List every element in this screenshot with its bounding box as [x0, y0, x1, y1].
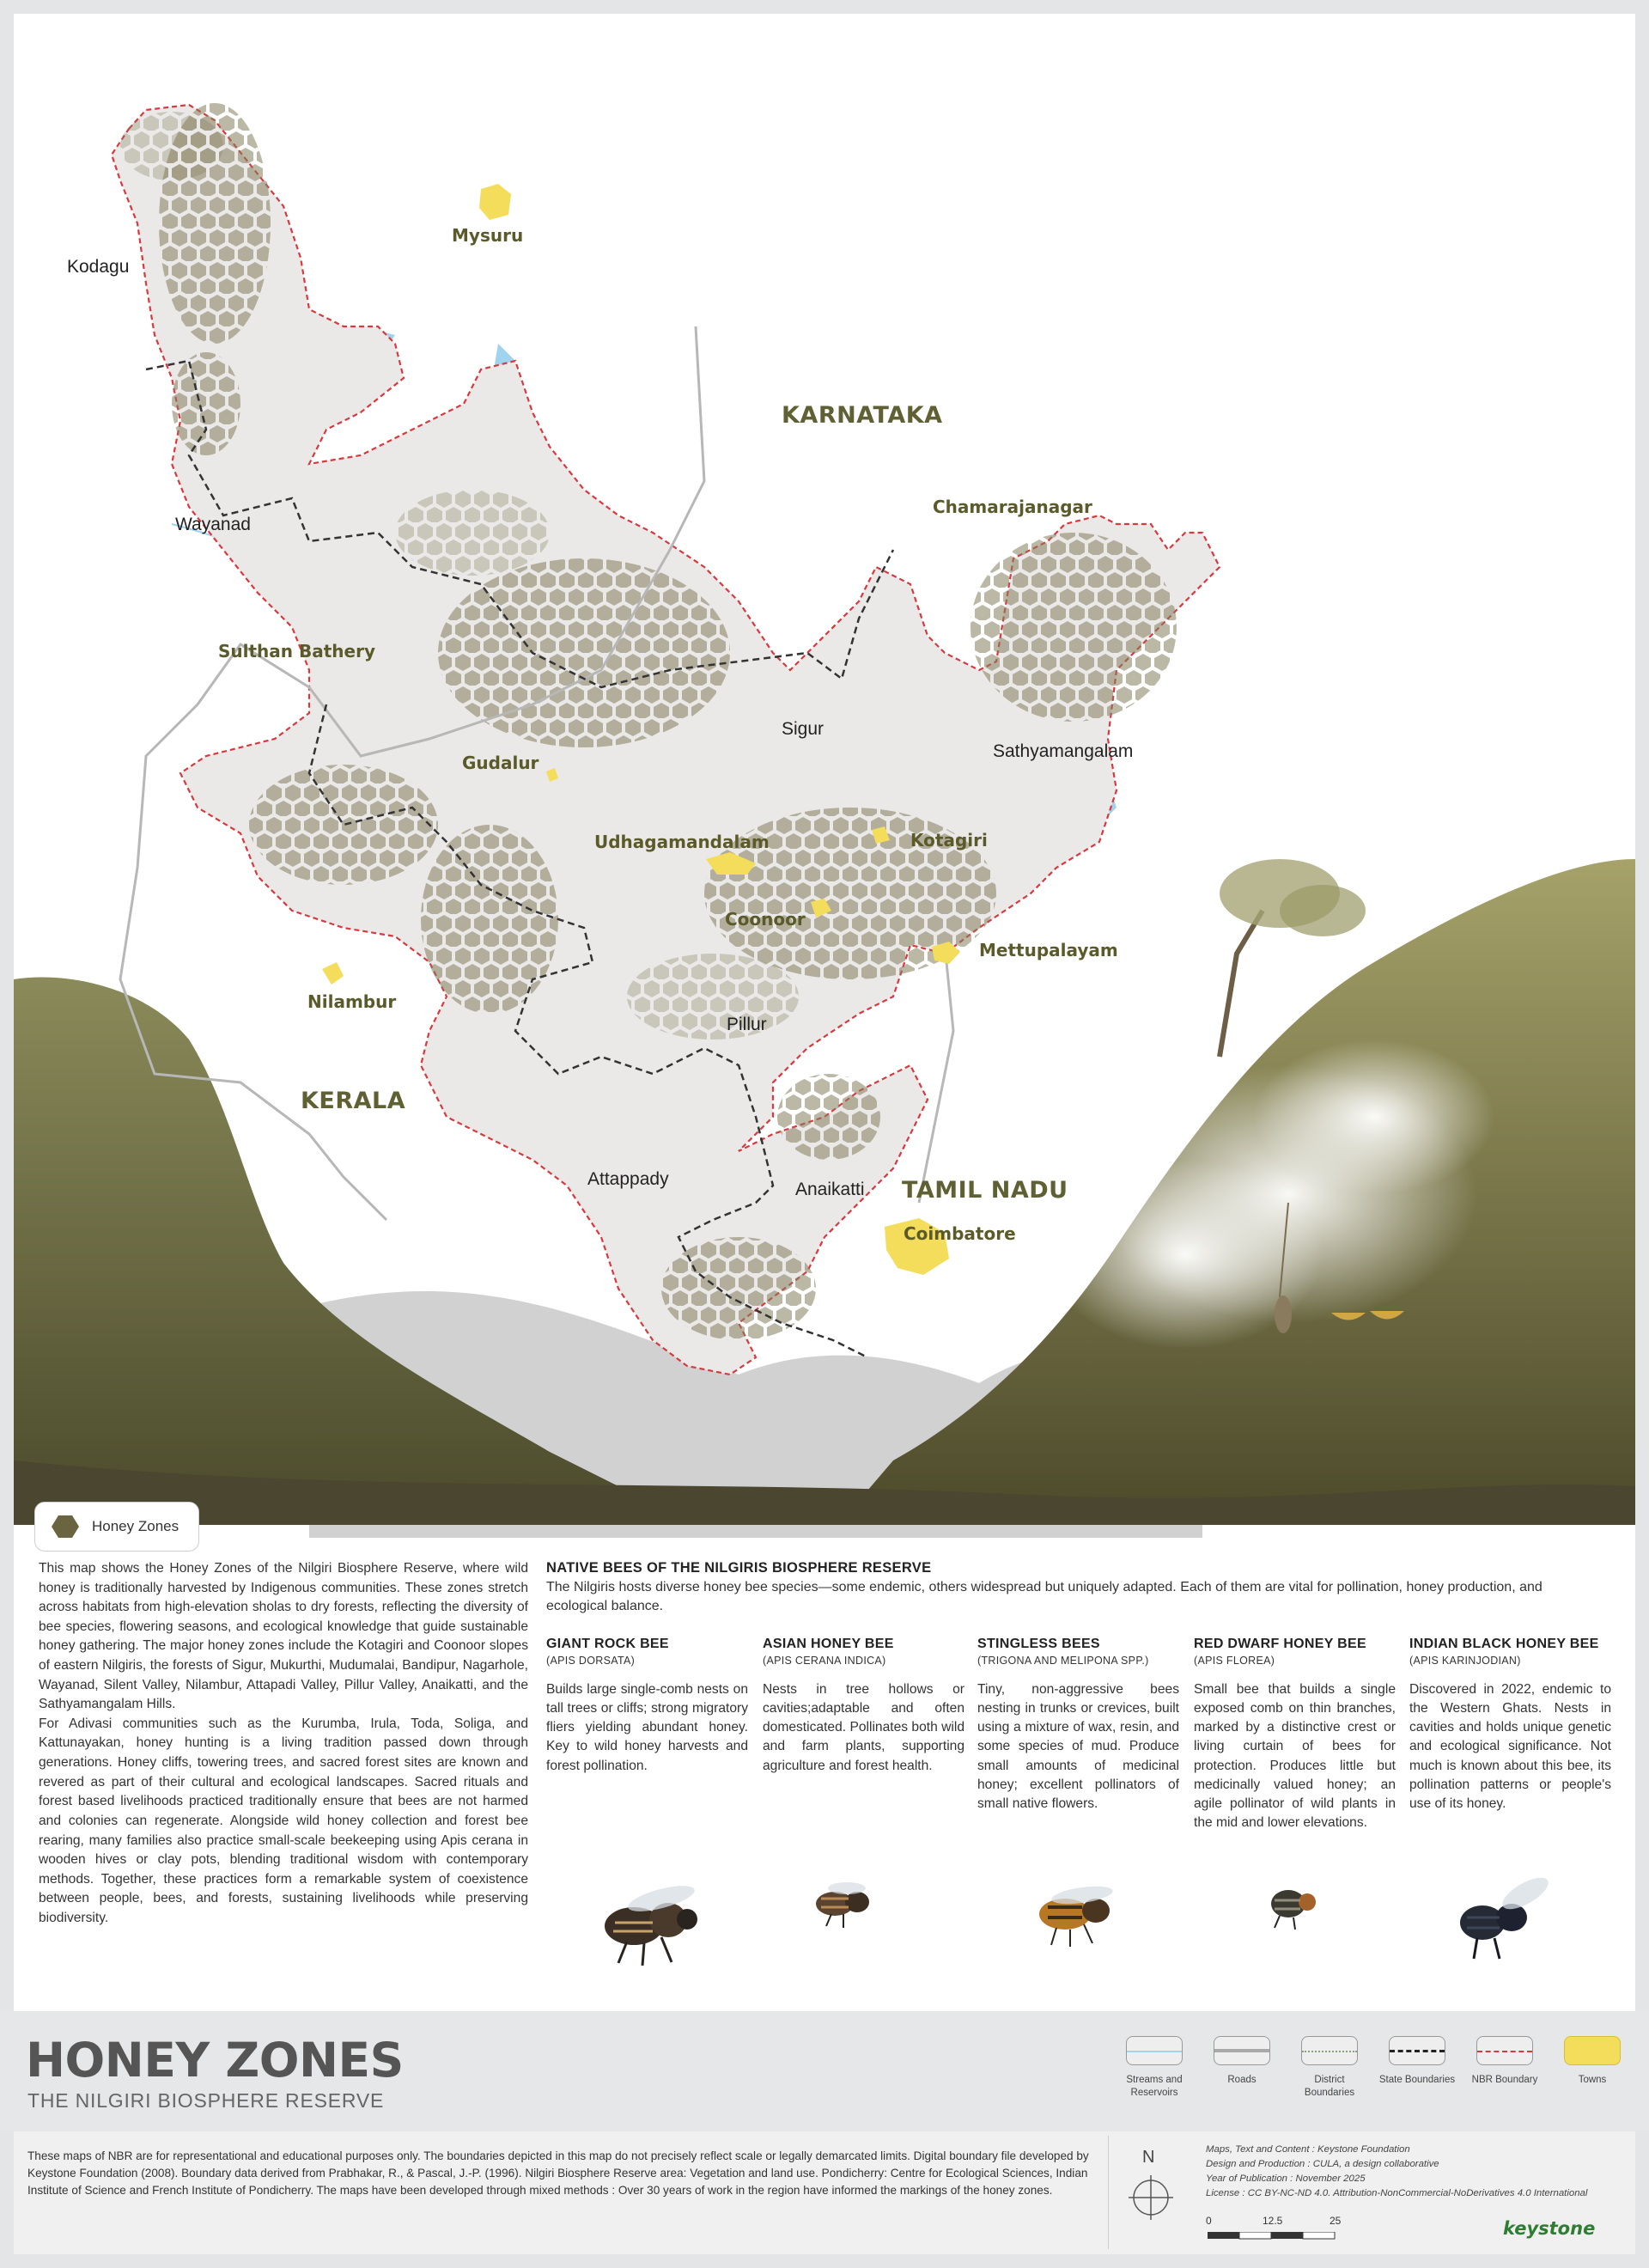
bee-card-indian-black-honey-bee	[1409, 1637, 1611, 1814]
legend-towns	[1551, 2036, 1634, 2087]
bee-name: ASIAN HONEY BEE	[763, 1637, 894, 1651]
bee-card-red-dwarf-honey-bee	[1194, 1637, 1396, 1832]
state-label-kerala: KERALA	[301, 1088, 406, 1114]
intro-text	[39, 1559, 528, 1929]
hexagon-icon	[51, 1514, 80, 1539]
intro-paragraph: This map shows the Honey Zones of the Nilgiri Biosphere Reserve, where wild honey is traditionally harvested by Indigenous communities. These zones stretch across habitats from high-elevation sholas to dry forests, reflecting the diversity of bee species, flowering seasons, and ecological knowledge that guide sustainable honey gathering. The major honey zones include the Kotagiri and Coonoor slopes of eastern Nilgiris, the forests of Sigur, Mukurthi, Mudumalai, Bandipur, Nagarhole, Wayanad, Silent Valley, Nilambur, Attapadi Valley, Pillur Valley, Anaikatti, and the Sathyamangalam Hills.	[39, 1561, 528, 1712]
honey-zone-gudalur	[421, 825, 558, 1014]
asian-honey-bee-image	[806, 1873, 883, 1933]
nbr-boundary-icon	[1476, 2036, 1533, 2065]
bee-scientific-name: (APIS KARINJODIAN)	[1409, 1655, 1521, 1667]
district-boundary-icon	[1301, 2036, 1358, 2065]
district-label-wayanad: Wayanad	[175, 515, 251, 534]
giant-rock-bee-image	[593, 1873, 721, 1967]
bee-card-stingless-bees	[977, 1637, 1179, 1814]
honey-zone-pillur	[627, 954, 799, 1040]
town-nilambur	[322, 962, 344, 985]
bee-scientific-name: (APIS DORSATA)	[546, 1655, 636, 1667]
honey-zone-nilambur	[249, 765, 438, 885]
legend-label: Towns	[1578, 2075, 1607, 2085]
district-label-pillur: Pillur	[727, 1015, 767, 1034]
town-label-kotagiri: Kotagiri	[910, 830, 988, 850]
bee-name: INDIAN BLACK HONEY BEE	[1409, 1637, 1599, 1651]
legend-label: State Boundaries	[1378, 2075, 1456, 2085]
page-title: HONEY ZONES	[26, 2033, 404, 2088]
honey-zone-kodagu-north	[120, 112, 223, 180]
honey-zone-wayanad	[172, 352, 240, 455]
intro-paragraph: For Adivasi communities such as the Kurumba, Irula, Toda, Soliga, and Kattunayakan, honey hunting is a living tradition passed down through generations. Honey cliffs, towering trees, and sacred forest sites are known and revered as part of their cultural and ecological landscapes. Sacred rituals and forest based livelihoods practiced traditionally ensure that bees are not harmed and colonies can regenerate. Alongside wild honey collection and forest bee rearing, many families also practice small-scale beekeeping using Apis cerana in wooden hives or clay pots, blending traditional wisdom with contemporary methods. Together, these practices form a remarkable system of coexistence between people, bees, and forests, sustaining livelihoods while preserving biodiversity.	[39, 1716, 528, 1925]
legend-state-boundaries	[1376, 2036, 1458, 2087]
town-label-udhagamandalam: Udhagamandalam	[594, 832, 770, 852]
stingless-bee-image	[1022, 1873, 1134, 1950]
honey-zone-bandipur	[438, 558, 730, 747]
legend-label: District Boundaries	[1304, 2075, 1355, 2098]
bee-name: GIANT ROCK BEE	[546, 1637, 669, 1651]
bee-card-asian-honey-bee	[763, 1637, 964, 1776]
honey-zone-sathyamangalam	[971, 533, 1177, 722]
credits	[1206, 2143, 1635, 2201]
district-label-kodagu: Kodagu	[67, 257, 130, 277]
state-boundary-icon	[1389, 2036, 1445, 2065]
town-label-coimbatore: Coimbatore	[904, 1223, 1016, 1244]
bee-scientific-name: (TRIGONA AND MELIPONA SPP.)	[977, 1655, 1149, 1667]
town-label-coonoor: Coonoor	[725, 909, 806, 930]
credit-line: Maps, Text and Content : Keystone Foundation	[1206, 2144, 1410, 2155]
honey-zone-anaikatti	[777, 1074, 880, 1160]
town-label-gudalur: Gudalur	[462, 753, 539, 773]
bee-description: Tiny, non-aggressive bees nesting in trunks or crevices, built using a mixture of wax, resin, and some species of mud. Produce small amounts of medicinal honey; excellent pollinators of small native flowers.	[977, 1682, 1179, 1811]
road-line-icon	[1214, 2036, 1270, 2065]
scale-label: 0	[1206, 2215, 1212, 2227]
scale-label: 25	[1330, 2215, 1342, 2227]
district-label-sigur: Sigur	[782, 719, 824, 739]
native-bees-subtitle: The Nilgiris hosts diverse honey bee species—some endemic, others widespread but uniquely adapted. Each of them are vital for pollination, honey production, and ecological balance.	[546, 1580, 1543, 1614]
native-bees-title: NATIVE BEES OF THE NILGIRIS BIOSPHERE RESERVE	[546, 1560, 932, 1576]
honey-zone-nagarhole	[395, 490, 550, 576]
legend-roads	[1201, 2036, 1283, 2087]
honey-zones-legend	[34, 1502, 199, 1552]
district-label-anaikatti: Anaikatti	[795, 1180, 865, 1199]
credit-line: Year of Publication : November 2025	[1206, 2174, 1366, 2185]
bee-name: RED DWARF HONEY BEE	[1194, 1637, 1366, 1651]
legend-label: Roads	[1227, 2075, 1257, 2085]
bee-description: Builds large single-comb nests on tall trees or cliffs; strong migratory fliers yielding abundant honey. Key to wild honey harvests and forest pollination.	[546, 1682, 748, 1773]
state-label-tamil-nadu: TAMIL NADU	[902, 1177, 1068, 1204]
town-label-nilambur: Nilambur	[307, 991, 397, 1012]
town-label-chamarajanagar: Chamarajanagar	[933, 497, 1092, 517]
legend-label: Streams and Reservoirs	[1126, 2075, 1183, 2098]
road	[919, 945, 953, 1203]
page-subtitle: THE NILGIRI BIOSPHERE RESERVE	[27, 2089, 385, 2112]
divider	[1108, 2136, 1109, 2249]
town-swatch-icon	[1564, 2036, 1621, 2065]
bee-name: STINGLESS BEES	[977, 1637, 1100, 1651]
town-label-mettupalayam: Mettupalayam	[979, 940, 1118, 960]
north-arrow-compass-icon	[1127, 2174, 1175, 2222]
disclaimer-text: These maps of NBR are for representational and educational purposes only. The boundaries depicted in this map do not precisely reflect scale or legally demarcated limits. Digital boundary file developed by Keystone Foundation (2008). Boundary data derived from Prabhakar, R., & Pascal, J.-P. (1996). Nilgiri Biosphere Reserve area: Vegetation and land use. Pondicherry: Centre for Ecological Sciences, Indian Institute of Science and French Institute of Pondicherry. The maps have been developed through mixed methods : Over 30 years of work in the region have informed the markings of the honey zones.	[27, 2149, 1089, 2198]
north-label: N	[1142, 2148, 1155, 2167]
indian-black-honey-bee-image	[1443, 1873, 1555, 1967]
credit-line: Design and Production : CULA, a design collaborative	[1206, 2159, 1439, 2170]
town-mysuru	[479, 184, 511, 220]
bee-description: Nests in tree hollows or cavities;adaptable and often domesticated. Pollinates both wild and farm plants, supporting agriculture and forest health.	[763, 1682, 964, 1773]
town-label-mysuru: Mysuru	[452, 225, 524, 246]
scale-bar	[1208, 2232, 1336, 2241]
legend-nbr-boundary	[1463, 2036, 1546, 2087]
district-label-sathyamangalam: Sathyamangalam	[993, 741, 1134, 761]
bee-scientific-name: (APIS FLOREA)	[1194, 1655, 1275, 1667]
scale-label: 12.5	[1263, 2215, 1283, 2227]
credit-line: License : CC BY-NC-ND 4.0. Attribution-NonCommercial-NoDerivatives 4.0 International	[1206, 2188, 1588, 2199]
honey-zones-legend-label: Honey Zones	[92, 1518, 180, 1534]
bee-card-giant-rock-bee	[546, 1637, 748, 1776]
red-dwarf-honey-bee-image	[1254, 1873, 1331, 1933]
state-label-karnataka: KARNATAKA	[782, 402, 943, 429]
bee-description: Small bee that builds a single exposed comb on thin branches, marked by a distinctive crest or living curtain of bees for protection. Produces little but medicinally valued honey; an agile pollinator of wild plants in the mid and lower elevations.	[1194, 1682, 1396, 1830]
town-label-sulthan-bathery: Sulthan Bathery	[218, 641, 375, 662]
district-label-attappady: Attappady	[587, 1169, 669, 1189]
legend-district-boundaries	[1288, 2036, 1371, 2100]
honey-zone-attappady	[661, 1237, 816, 1340]
bee-scientific-name: (APIS CERANA INDICA)	[763, 1655, 886, 1667]
legend-streams	[1113, 2036, 1196, 2100]
bee-description: Discovered in 2022, endemic to the Western Ghats. Nests in cavities and holds unique genetic and ecological significance. Not much is known about this bee, its pollination patterns or people's use of its honey.	[1409, 1682, 1611, 1811]
legend-label: NBR Boundary	[1471, 2075, 1538, 2085]
stream-line-icon	[1126, 2036, 1183, 2065]
native-bees-heading	[546, 1560, 1603, 1617]
keystone-logo: keystone	[1503, 2218, 1596, 2239]
smoke-cloud	[1254, 1040, 1494, 1194]
